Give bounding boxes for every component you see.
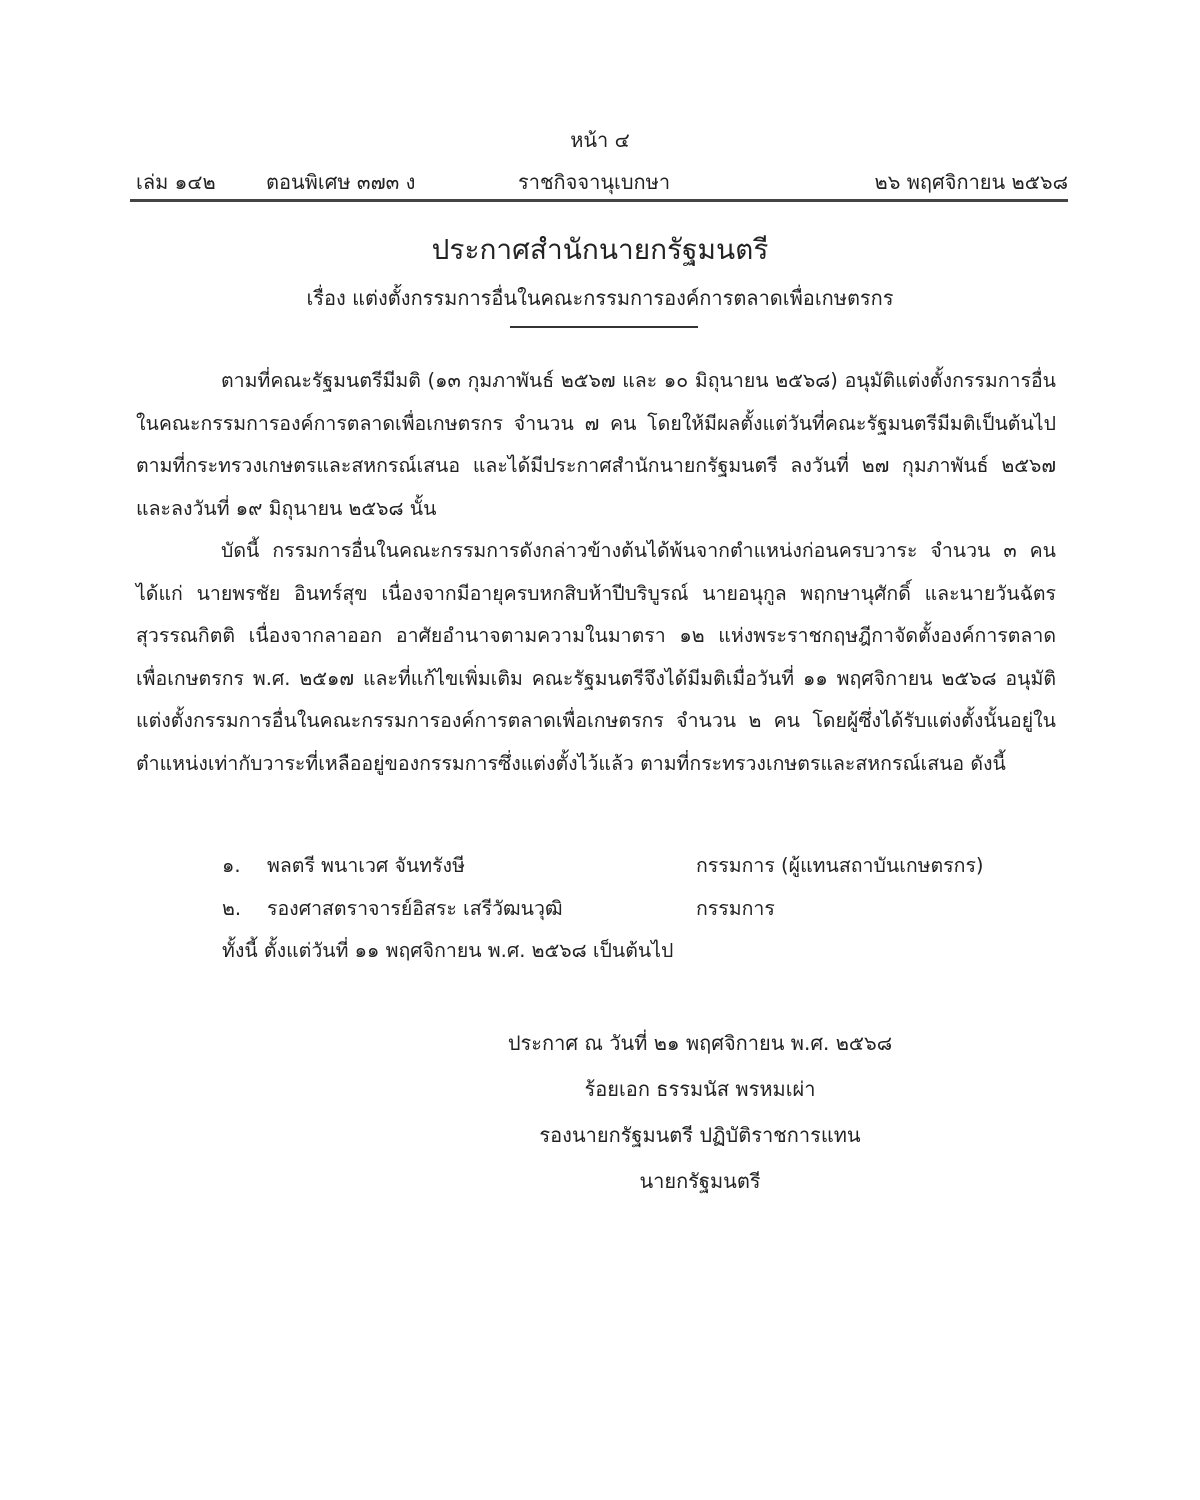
document-body (136, 360, 1056, 785)
appointee-role: กรรมการ (696, 896, 775, 920)
effective-date-line: ทั้งนี้ ตั้งแต่วันที่ ๑๑ พฤศจิกายน พ.ศ. ๒๕๖๘ เป็นต้นไป (222, 939, 674, 962)
announcement-date: ประกาศ ณ วันที่ ๒๑ พฤศจิกายน พ.ศ. ๒๕๖๘ (507, 1031, 893, 1055)
header-divider (130, 199, 1068, 202)
appointee-row (222, 845, 1042, 888)
volume-number: เล่ม ๑๔๒ (136, 170, 216, 194)
section-number: ตอนพิเศษ ๓๗๓ ง (266, 170, 416, 194)
document-title: ประกาศสำนักนายกรัฐมนตรี (431, 233, 769, 266)
appointee-name: รองศาสตราจารย์อิสระ เสรีวัฒนวุฒิ (267, 896, 563, 920)
publication-name: ราชกิจจานุเบกษา (518, 170, 671, 194)
signer-position: รองนายกรัฐมนตรี ปฏิบัติราชการแทน (539, 1123, 861, 1147)
appointee-row (222, 888, 1042, 931)
gazette-header (136, 166, 1068, 196)
paragraph-1: ตามที่คณะรัฐมนตรีมีมติ (๑๓ กุมภาพันธ์ ๒๕๖๗ และ ๑๐ มิถุนายน ๒๕๖๘) อนุมัติแต่งตั้งกรรมการอื่นในคณะกรรมการองค์การตลาดเพื่อเกษตรกร จำนวน ๗ คน โดยให้มีผลตั้งแต่วันที่คณะรัฐมนตรีมีมติเป็นต้นไป ตามที่กระทรวงเกษตรและสหกรณ์เสนอ และได้มีประกาศสำนักนายกรัฐมนตรี ลงวันที่ ๒๗ กุมภาพันธ์ ๒๕๖๗ และลงวันที่ ๑๙ มิถุนายน ๒๕๖๘ นั้น (136, 369, 1056, 520)
appointee-number: ๒. (222, 896, 242, 920)
page-number: หน้า ๔ (570, 128, 630, 152)
signature-block (440, 1020, 960, 1204)
signer-position-2: นายกรัฐมนตรี (639, 1169, 761, 1193)
appointee-number: ๑. (222, 854, 241, 877)
title-divider (510, 326, 698, 328)
appointee-role: กรรมการ (ผู้แทนสถาบันเกษตรกร) (696, 854, 984, 877)
paragraph-2: บัดนี้ กรรมการอื่นในคณะกรรมการดังกล่าวข้างต้นได้พ้นจากตำแหน่งก่อนครบวาระ จำนวน ๓ คน ได้แก่ นายพรชัย อินทร์สุข เนื่องจากมีอายุครบหกสิบห้าปีบริบูรณ์ นายอนุกูล พฤกษานุศักดิ์ และนายวันฉัตร สุวรรณกิตติ เนื่องจากลาออก อาศัยอำนาจตามความในมาตรา ๑๒ แห่งพระราชกฤษฎีกาจัดตั้งองค์การตลาดเพื่อเกษตรกร พ.ศ. ๒๕๑๗ และที่แก้ไขเพิ่มเติม คณะรัฐมนตรีจึงได้มีมติเมื่อวันที่ ๑๑ พฤศจิกายน ๒๕๖๘ อนุมัติแต่งตั้งกรรมการอื่นในคณะกรรมการองค์การตลาดเพื่อเกษตรกร จำนวน ๒ คน โดยผู้ซึ่งได้รับแต่งตั้งนั้นอยู่ในตำแหน่งเท่ากับวาระที่เหลืออยู่ของกรรมการซึ่งแต่งตั้งไว้แล้ว ตามที่กระทรวงเกษตรและสหกรณ์เสนอ ดังนี้ (136, 539, 1056, 775)
appointee-name: พลตรี พนาเวศ จันทรังษี (267, 854, 465, 877)
signer-name: ร้อยเอก ธรรมนัส พรหมเผ่า (584, 1077, 816, 1101)
publication-date: ๒๖ พฤศจิกายน ๒๕๖๘ (874, 170, 1068, 194)
appointee-list (222, 845, 1042, 973)
document-subject: เรื่อง แต่งตั้งกรรมการอื่นในคณะกรรมการองค์การตลาดเพื่อเกษตรกร (306, 286, 894, 310)
